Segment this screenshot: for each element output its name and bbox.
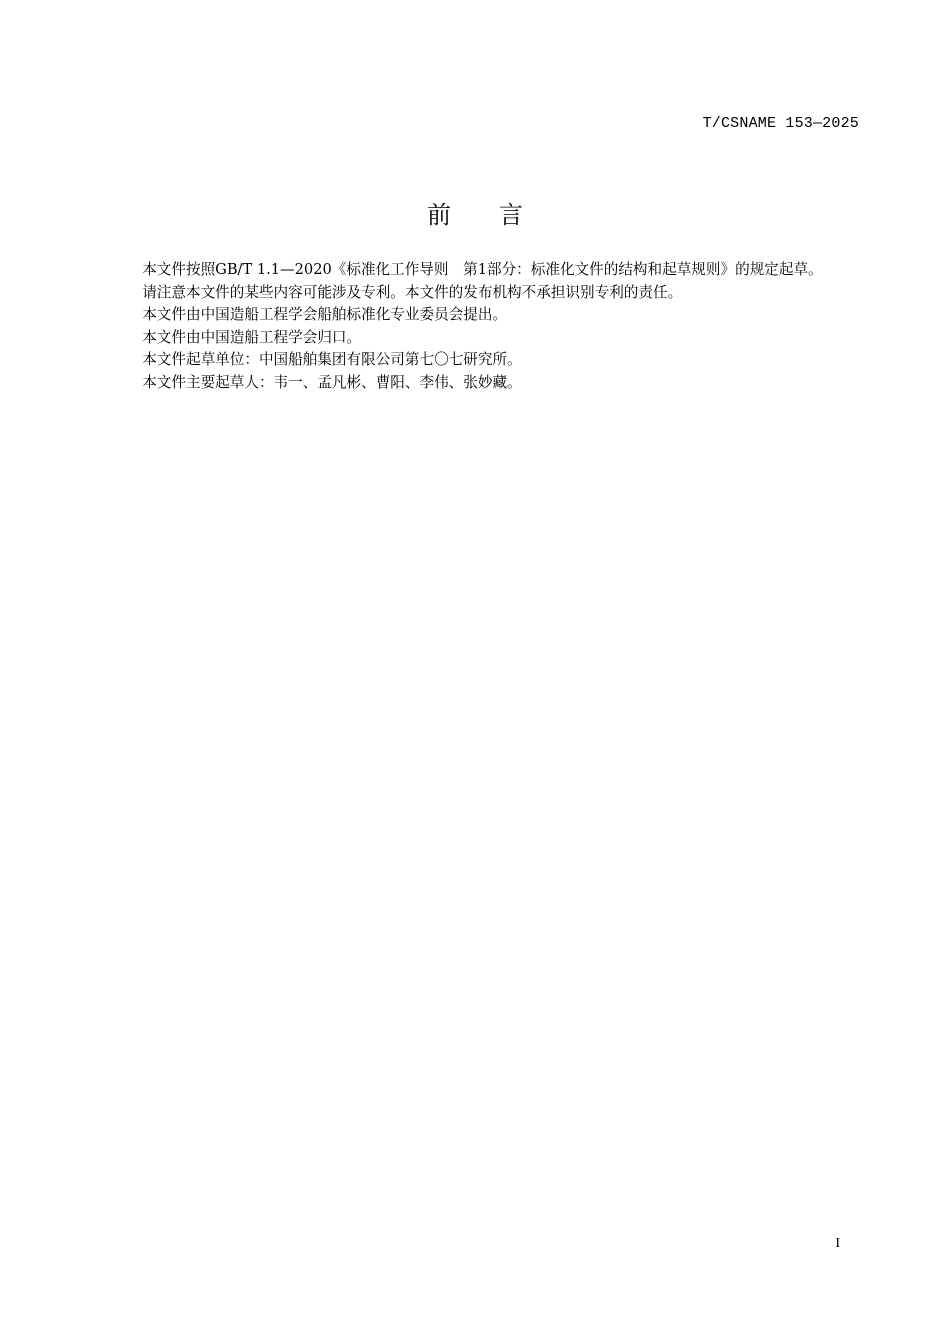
paragraph-drafting-unit: 本文件起草单位：中国船舶集团有限公司第七〇七研究所。 <box>142 351 522 368</box>
paragraph-drafting-rules: 本文件按照GB/T 1.1—2020《标准化工作导则 第1部分：标准化文件的结构和起草规则》的规定起草。 <box>142 261 823 278</box>
section-title-char-2: 言 <box>499 201 523 229</box>
paragraph-administrator: 本文件由中国造船工程学会归口。 <box>142 328 362 346</box>
paragraph-proposer: 本文件由中国造船工程学会船舶标准化专业委员会提出。 <box>142 306 508 323</box>
paragraph-patent-notice: 请注意本文件的某些内容可能涉及专利。本文件的发布机构不承担识别专利的责任。 <box>142 283 683 301</box>
document-code: T/CSNAME 153—2025 <box>702 115 859 132</box>
paragraph-drafters: 本文件主要起草人：韦一、孟凡彬、曹阳、李伟、张妙藏。 <box>142 373 522 391</box>
page-number: I <box>835 1236 840 1251</box>
section-title-char-1: 前 <box>427 201 451 229</box>
foreword-body <box>113 259 861 394</box>
section-title <box>0 198 950 232</box>
